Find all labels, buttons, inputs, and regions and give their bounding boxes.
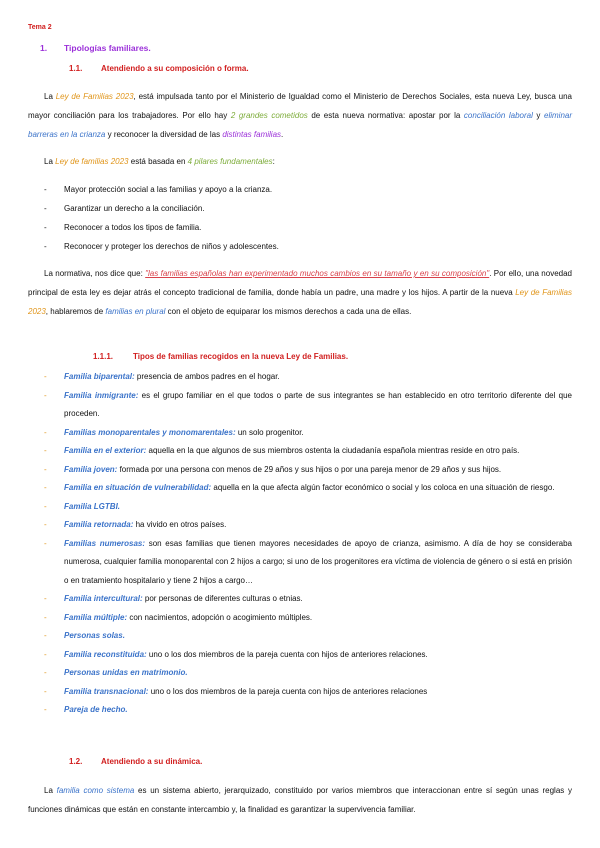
pillar-text: Mayor protección social a las familias y apoyo a la crianza. bbox=[64, 185, 273, 194]
list-item: - Familia múltiple: con nacimientos, adopción o acogimiento múltiples. bbox=[44, 612, 313, 622]
normativa-quote: "las familias españolas han experimentado muchos cambios en su tamaño y en su composición" bbox=[145, 269, 490, 278]
familia-term: Familia reconstituida: bbox=[64, 649, 147, 659]
heading-dinamica bbox=[69, 757, 202, 766]
conciliacion-term: conciliación laboral bbox=[463, 111, 533, 120]
pillars-list bbox=[44, 180, 279, 256]
familia-term: Familia retornada: bbox=[64, 520, 134, 529]
text: La bbox=[44, 92, 56, 101]
text: , está impulsada tanto por el Ministerio de Igualdad como el Ministerio de Derechos Sociales, esta nueva Ley, busca una mayor conciliación para los trabajadores. Por ello hay bbox=[28, 92, 573, 120]
text: y reconocer la diversidad de las bbox=[105, 130, 223, 139]
list-item: - Mayor protección social a las familias y apoyo a la crianza. bbox=[44, 185, 273, 194]
familia-term: Familias monoparentales y monomarentales: bbox=[64, 427, 236, 437]
text: y bbox=[532, 111, 544, 120]
text: es un sistema abierto, jerarquizado, constituido por varios miembros que interaccionan entre sí según unas reglas y funciones dinámicas que están en constante intercambio y, la finalidad es garantizar la supervivencia familiar. bbox=[28, 786, 573, 814]
heading-number: 1.1.1. bbox=[93, 352, 114, 361]
paragraph-familia-sistema bbox=[28, 781, 572, 819]
ley-familias-term: Ley de Familias 2023 bbox=[28, 288, 572, 316]
familia-term: Personas solas. bbox=[64, 631, 125, 640]
tema-label: Tema 2 bbox=[28, 24, 52, 31]
familia-term: Pareja de hecho. bbox=[64, 705, 128, 714]
list-item: - Pareja de hecho. bbox=[44, 705, 128, 714]
cometidos-term: 2 grandes cometidos bbox=[230, 111, 308, 120]
heading-tipologias bbox=[40, 43, 151, 53]
list-item: - Familia retornada: ha vivido en otros países. bbox=[44, 520, 227, 529]
pillar-text: Garantizar un derecho a la conciliación. bbox=[64, 204, 205, 213]
list-item: - Familia biparental: presencia de ambos padres en el hogar. bbox=[44, 372, 280, 381]
familia-desc: con nacimientos, adopción o acogimiento múltiples. bbox=[127, 612, 313, 622]
familia-sistema-term: familia como sistema bbox=[56, 786, 135, 795]
heading-text: Atendiendo a su dinámica. bbox=[101, 757, 203, 766]
familia-desc: son esas familias que tienen mayores necesidades de apoyo de crianza, asimismo. A día de hoy se consideraba numerosa, cualquier familia monoparental con 2 hijos a cargo; si uno de los progenitores era víctima de violencia de género o si está en prisión o en tratamiento hospitalario y tiene 2 hijos a cargo… bbox=[64, 538, 572, 585]
familia-term: Familia LGTBI. bbox=[64, 501, 121, 511]
list-item: - Familia inmigrante: es el grupo familiar en el que todos o parte de sus integrantes se han establecido en otro territorio diferente del que proceden. bbox=[44, 390, 572, 418]
list-item: - Familia reconstituida: uno o los dos miembros de la pareja cuenta con hijos de anteriores relaciones. bbox=[44, 649, 428, 659]
pillar-text: Reconocer y proteger los derechos de niños y adolescentes. bbox=[64, 242, 279, 251]
familia-desc: por personas de diferentes culturas o etnias. bbox=[142, 594, 303, 603]
text: . bbox=[281, 130, 284, 139]
familias-list bbox=[44, 368, 572, 720]
familia-term: Familia joven: bbox=[64, 464, 118, 474]
familia-desc: uno o los dos miembros de la pareja cuenta con hijos de anteriores relaciones. bbox=[146, 649, 428, 659]
text: de esta nueva normativa: apostar por la bbox=[307, 111, 464, 120]
familia-term: Familia en situación de vulnerabilidad: bbox=[64, 483, 212, 492]
familia-desc: ha vivido en otros países. bbox=[133, 520, 227, 529]
familia-term: Familia en el exterior: bbox=[64, 446, 147, 455]
familias-plural-term: familias en plural bbox=[105, 307, 166, 316]
list-item: - Garantizar un derecho a la conciliación. bbox=[44, 204, 205, 213]
familia-term: Familias numerosas: bbox=[64, 538, 146, 548]
text: : bbox=[272, 157, 275, 166]
heading-number: 1.1. bbox=[69, 64, 83, 73]
text: está basada en bbox=[128, 157, 188, 166]
familia-term: Familia múltiple: bbox=[64, 612, 128, 622]
heading-text: Atendiendo a su composición o forma. bbox=[101, 64, 249, 73]
pillar-text: Reconocer a todos los tipos de familia. bbox=[64, 223, 202, 232]
familia-desc: formada por una persona con menos de 29 años y sus hijos o por una pareja menor de 29 años y sus hijos. bbox=[117, 464, 502, 474]
text: La bbox=[44, 157, 56, 166]
list-item: - Familias monoparentales y monomarentales: un solo progenitor. bbox=[44, 427, 304, 437]
distintas-familias-term: distintas familias bbox=[222, 130, 282, 139]
pilares-term: 4 pilares fundamentales bbox=[187, 157, 273, 166]
paragraph-ley-intro bbox=[28, 87, 572, 144]
text: , hablaremos de bbox=[45, 307, 106, 316]
heading-number: 1.2. bbox=[69, 757, 83, 766]
heading-composicion bbox=[69, 64, 249, 73]
paragraph-pilares bbox=[28, 152, 572, 171]
ley-familias-term: Ley de familias 2023 bbox=[55, 157, 129, 166]
familia-desc: un solo progenitor. bbox=[235, 427, 304, 437]
heading-number: 1. bbox=[40, 43, 48, 53]
familia-term: Familia intercultural: bbox=[64, 594, 143, 603]
list-item: - Reconocer y proteger los derechos de niños y adolescentes. bbox=[44, 242, 279, 251]
familia-term: Familia inmigrante: bbox=[64, 390, 139, 400]
familia-term: Personas unidas en matrimonio. bbox=[64, 668, 188, 677]
heading-text: Tipologías familiares. bbox=[64, 43, 151, 53]
familia-desc: aquella en la que afecta algún factor económico o social y los coloca en una situación de riesgo. bbox=[211, 483, 555, 492]
text: La bbox=[44, 786, 57, 795]
familia-term: Familia biparental: bbox=[64, 372, 135, 381]
ley-familias-term: Ley de Familias 2023 bbox=[55, 92, 134, 101]
familia-desc: uno o los dos miembros de la pareja cuenta con hijos de anteriores relaciones bbox=[148, 686, 428, 696]
familia-desc: aquella en la que algunos de sus miembros ostenta la ciudadanía española mientras reside en otro país. bbox=[146, 446, 520, 455]
list-item: - Familia LGTBI. bbox=[44, 501, 121, 511]
list-item: - Personas solas. bbox=[44, 631, 125, 640]
familia-desc: es el grupo familiar en el que todos o parte de sus integrantes se han establecido en otro territorio diferente del que proceden. bbox=[64, 390, 572, 418]
list-item: - Familia en el exterior: aquella en la que algunos de sus miembros ostenta la ciudadanía española mientras reside en otro país. bbox=[44, 446, 520, 455]
familia-term: Familia transnacional: bbox=[64, 686, 149, 696]
familia-desc: presencia de ambos padres en el hogar. bbox=[134, 372, 280, 381]
list-item: - Familias numerosas: son esas familias que tienen mayores necesidades de apoyo de crianza, asimismo. A día de hoy se consideraba numerosa, cualquier familia monoparental con 2 hijos a cargo; si uno de los progenitores era víctima de violencia de género o si está en prisión o en tratamiento hospitalario y tiene 2 hijos a cargo… bbox=[44, 538, 572, 585]
list-item: - Familia intercultural: por personas de diferentes culturas o etnias. bbox=[44, 594, 303, 603]
list-item: - Personas unidas en matrimonio. bbox=[44, 668, 188, 677]
barreras-term: eliminar barreras en la crianza bbox=[28, 111, 573, 139]
list-item: - Familia transnacional: uno o los dos miembros de la pareja cuenta con hijos de anteriores relaciones bbox=[44, 686, 428, 696]
heading-tipos-familias bbox=[93, 352, 348, 361]
paragraph-normativa bbox=[28, 264, 572, 321]
text: La normativa, nos dice que: bbox=[44, 269, 146, 278]
list-item: - Reconocer a todos los tipos de familia. bbox=[44, 223, 202, 232]
heading-text: Tipos de familias recogidos en la nueva Ley de Familias. bbox=[133, 352, 349, 361]
list-item: - Familia en situación de vulnerabilidad: aquella en la que afecta algún factor económico o social y los coloca en una situación de riesgo. bbox=[44, 483, 555, 492]
text: . Por ello, una novedad principal de esta ley es dejar atrás el concepto tradicional de familia, donde había un padre, una madre y los hijos. A partir de la nueva bbox=[28, 269, 572, 297]
list-item: - Familia joven: formada por una persona con menos de 29 años y sus hijos o por una pareja menor de 29 años y sus hijos. bbox=[44, 464, 502, 474]
text: con el objeto de equiparar los mismos derechos a cada una de ellas. bbox=[165, 307, 412, 316]
